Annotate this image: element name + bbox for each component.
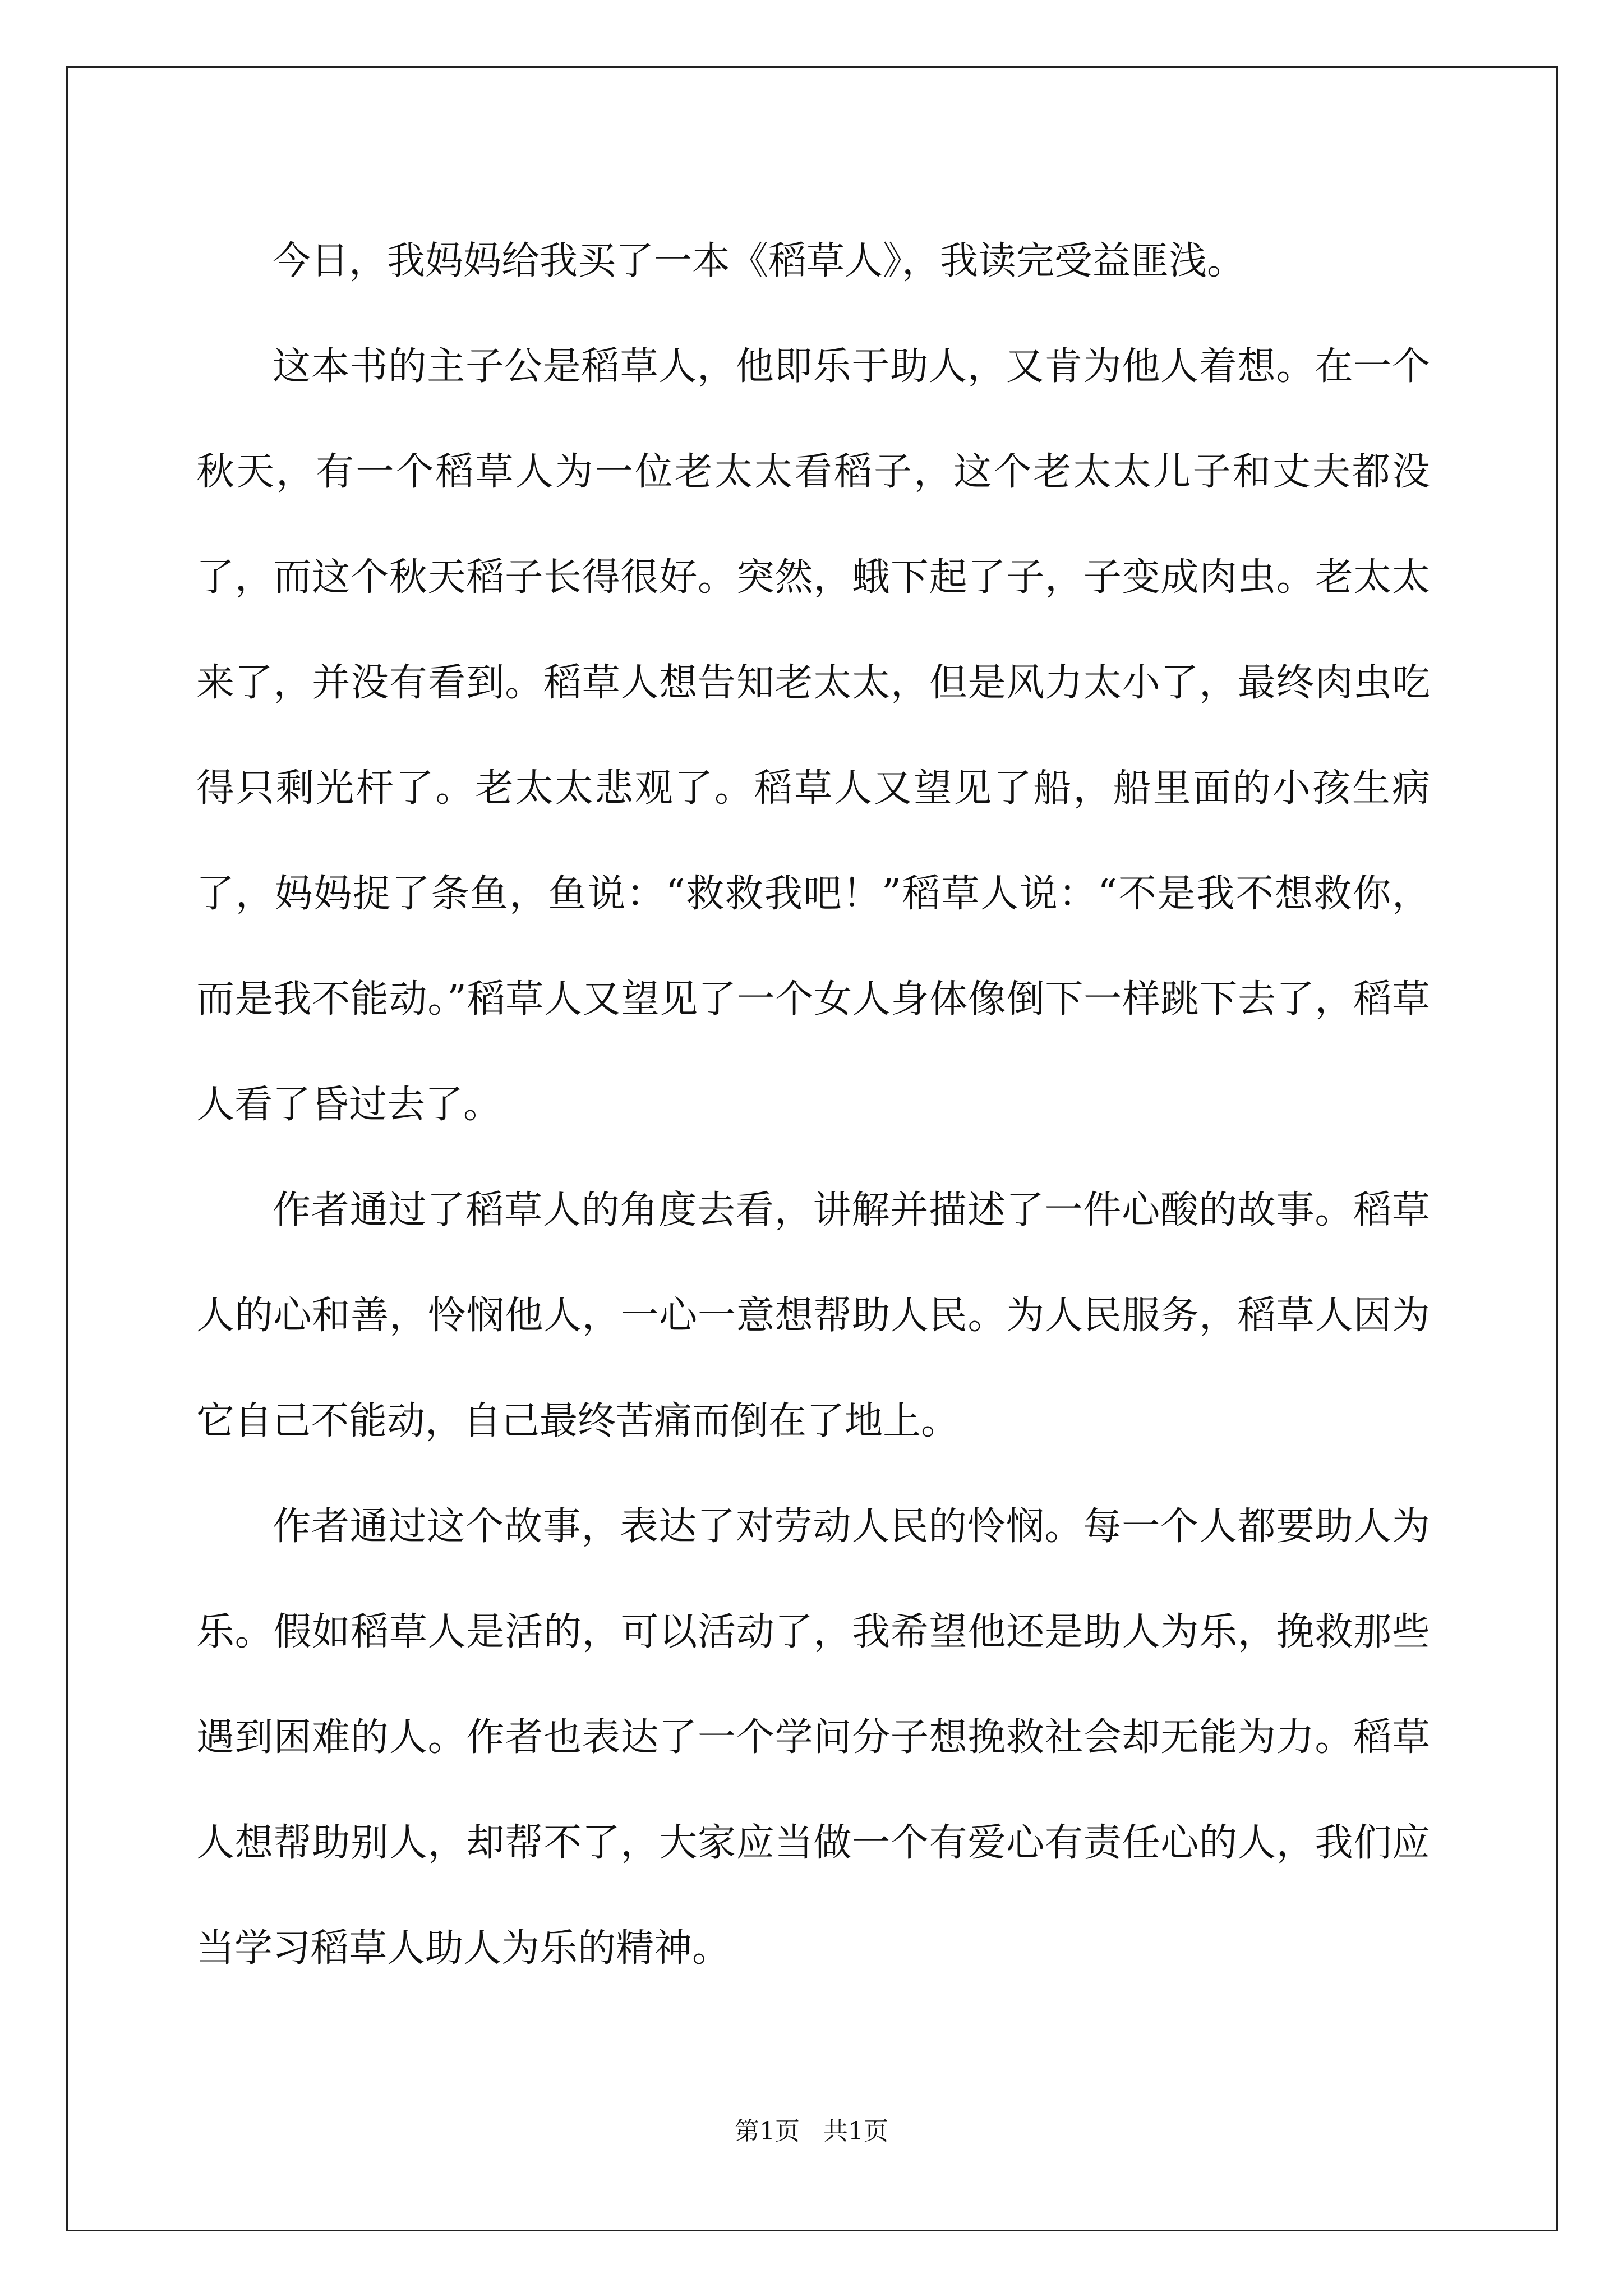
document-body [196, 209, 1430, 2001]
paragraph-1: 今日，我妈妈给我买了一本《稻草人》，我读完受益匪浅。 [273, 239, 1246, 283]
page-number-total: 共1页 [823, 2117, 888, 2146]
paragraph-2: 这本书的主子公是稻草人，他即乐于助人，又肯为他人着想。在一个秋天，有一个稻草人为一位老太太看稻子，这个老太太儿子和丈夫都没了，而这个秋天稻子长得很好。突然，蛾下起了子，子变成肉虫。老太太来了，并没有看到。稻草人想告知老太太，但是风力太小了，最终肉虫吃得只剩光杆了。老太太悲观了。稻草人又望见了船，船里面的小孩生病了，妈妈捉了条鱼，鱼说：“救救我吧！”稻草人说：“不是我不想救你，而是我不能动。”稻草人又望见了一个女人身体像倒下一样跳下去了，稻草人看了昏过去了。 [196, 344, 1430, 1127]
page-footer [0, 2115, 1623, 2148]
paragraph-4: 作者通过这个故事，表达了对劳动人民的怜悯。每一个人都要助人为乐。假如稻草人是活的，可以活动了，我希望他还是助人为乐，挽救那些遇到困难的人。作者也表达了一个学问分子想挽救社会却无能为力。稻草人想帮助别人，却帮不了，大家应当做一个有爱心有责任心的人，我们应当学习稻草人助人为乐的精神。 [196, 1504, 1430, 1971]
page-number-current: 第1页 [735, 2117, 800, 2146]
paragraph-3: 作者通过了稻草人的角度去看，讲解并描述了一件心酸的故事。稻草人的心和善，怜悯他人，一心一意想帮助人民。为人民服务，稻草人因为它自己不能动，自己最终苦痛而倒在了地上。 [196, 1188, 1430, 1443]
